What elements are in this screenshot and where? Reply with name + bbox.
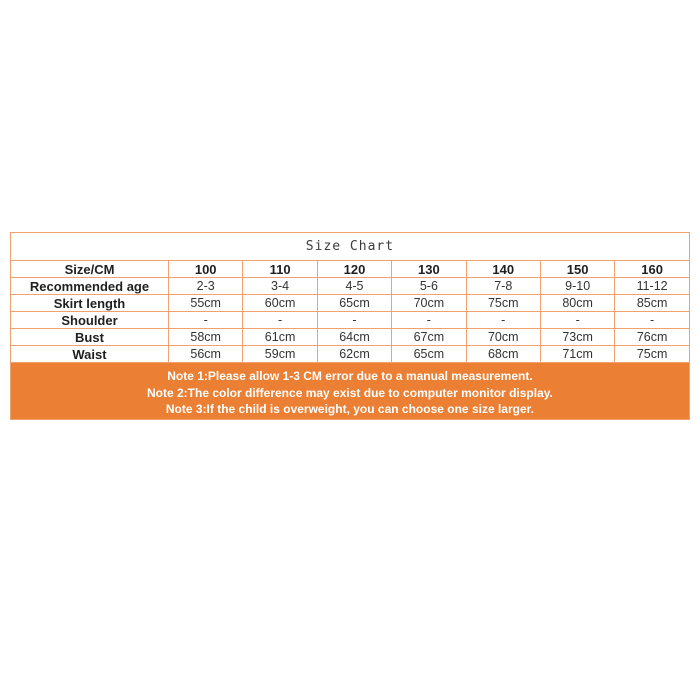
cell-value: 67cm	[392, 329, 466, 346]
table-notes-row	[11, 363, 690, 420]
size-chart-container	[10, 232, 689, 420]
cell-value: 55cm	[169, 295, 243, 312]
column-header-130: 130	[392, 261, 466, 278]
cell-value: -	[169, 312, 243, 329]
note-line-3: Note 3:If the child is overweight, you can choose one size larger.	[165, 402, 534, 417]
row-label-recommended-age: Recommended age	[11, 278, 169, 295]
cell-value: 60cm	[243, 295, 317, 312]
column-header-size-cm: Size/CM	[11, 261, 169, 278]
column-header-120: 120	[317, 261, 391, 278]
table-row-recommended-age	[11, 278, 690, 295]
cell-value: 62cm	[317, 346, 391, 363]
table-row-bust	[11, 329, 690, 346]
cell-value: 61cm	[243, 329, 317, 346]
cell-value: -	[466, 312, 540, 329]
table-title-row	[11, 233, 690, 261]
cell-value: 4-5	[317, 278, 391, 295]
cell-value: -	[317, 312, 391, 329]
cell-value: 3-4	[243, 278, 317, 295]
cell-value: 71cm	[540, 346, 614, 363]
size-chart-table	[10, 232, 690, 420]
cell-value: 9-10	[540, 278, 614, 295]
cell-value: 65cm	[317, 295, 391, 312]
cell-value: -	[615, 312, 690, 329]
column-header-160: 160	[615, 261, 690, 278]
cell-value: -	[540, 312, 614, 329]
cell-value: 75cm	[466, 295, 540, 312]
row-label-waist: Waist	[11, 346, 169, 363]
cell-value: 75cm	[615, 346, 690, 363]
column-header-110: 110	[243, 261, 317, 278]
column-header-100: 100	[169, 261, 243, 278]
table-row-skirt-length	[11, 295, 690, 312]
cell-value: -	[392, 312, 466, 329]
row-label-shoulder: Shoulder	[11, 312, 169, 329]
cell-value: 2-3	[169, 278, 243, 295]
cell-value: 59cm	[243, 346, 317, 363]
cell-value: 11-12	[615, 278, 690, 295]
cell-value: 7-8	[466, 278, 540, 295]
table-row-waist	[11, 346, 690, 363]
cell-value: 64cm	[317, 329, 391, 346]
row-label-bust: Bust	[11, 329, 169, 346]
cell-value: 5-6	[392, 278, 466, 295]
notes-banner	[11, 363, 690, 420]
cell-value: 73cm	[540, 329, 614, 346]
row-label-skirt-length: Skirt length	[11, 295, 169, 312]
column-header-140: 140	[466, 261, 540, 278]
cell-value: 76cm	[615, 329, 690, 346]
cell-value: 58cm	[169, 329, 243, 346]
cell-value: -	[243, 312, 317, 329]
cell-value: 70cm	[392, 295, 466, 312]
cell-value: 56cm	[169, 346, 243, 363]
note-line-2: Note 2:The color difference may exist due to computer monitor display.	[147, 385, 553, 400]
table-title: Size Chart	[11, 233, 690, 261]
table-header-row	[11, 261, 690, 278]
note-line-1: Note 1:Please allow 1-3 CM error due to a manual measurement.	[167, 369, 533, 384]
cell-value: 65cm	[392, 346, 466, 363]
cell-value: 68cm	[466, 346, 540, 363]
cell-value: 70cm	[466, 329, 540, 346]
column-header-150: 150	[540, 261, 614, 278]
cell-value: 80cm	[540, 295, 614, 312]
table-row-shoulder	[11, 312, 690, 329]
cell-value: 85cm	[615, 295, 690, 312]
